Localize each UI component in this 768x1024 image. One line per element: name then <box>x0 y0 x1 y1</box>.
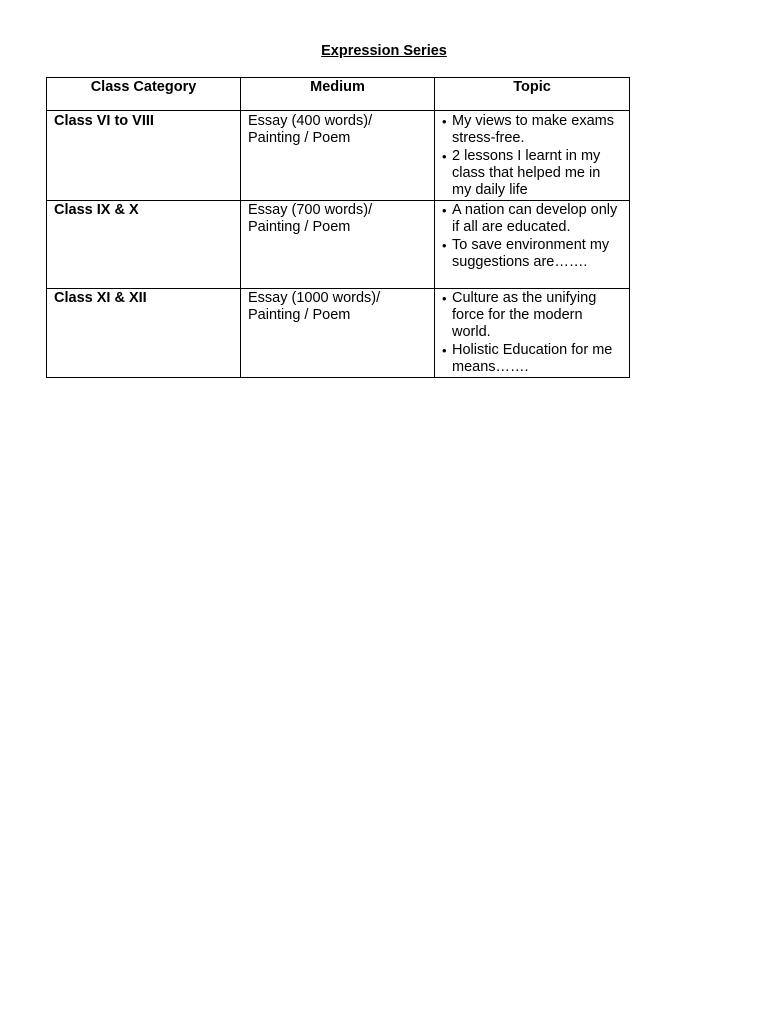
medium-cell <box>241 111 435 201</box>
topic-list <box>442 202 623 271</box>
table-row <box>47 289 630 378</box>
header-medium: Medium <box>241 78 435 111</box>
topic-text: Holistic Education for me means……. <box>452 342 613 375</box>
bullet-icon: • <box>442 149 447 164</box>
topic-item <box>442 342 623 376</box>
medium-line: Painting / Poem <box>248 219 351 235</box>
medium-line: Essay (700 words)/ <box>248 202 373 218</box>
topic-item <box>442 202 623 236</box>
bullet-icon: • <box>442 238 447 253</box>
topic-item <box>442 290 623 341</box>
medium-line: Essay (1000 words)/ <box>248 290 381 306</box>
page-title: Expression Series <box>321 43 447 59</box>
header-class-category: Class Category <box>47 78 241 111</box>
medium-line: Painting / Poem <box>248 130 351 146</box>
bullet-icon: • <box>442 291 447 306</box>
expression-series-table <box>46 77 630 378</box>
header-topic: Topic <box>435 78 630 111</box>
topic-list <box>442 113 623 199</box>
table-row <box>47 201 630 289</box>
medium-line: Painting / Poem <box>248 307 351 323</box>
medium-line: Essay (400 words)/ <box>248 113 373 129</box>
class-category-cell: Class XI & XII <box>47 289 241 378</box>
medium-cell <box>241 289 435 378</box>
topic-cell <box>435 201 630 289</box>
topic-text: 2 lessons I learnt in my class that helped me in my daily life <box>452 148 601 198</box>
topic-text: Culture as the unifying force for the modern world. <box>452 290 597 340</box>
table-row <box>47 111 630 201</box>
topic-list <box>442 290 623 376</box>
table-header-row <box>47 78 630 111</box>
topic-cell <box>435 289 630 378</box>
topic-text: To save environment my suggestions are……. <box>452 237 610 270</box>
topic-text: A nation can develop only if all are educated. <box>452 202 618 235</box>
medium-cell <box>241 201 435 289</box>
bullet-icon: • <box>442 114 447 129</box>
bullet-icon: • <box>442 203 447 218</box>
class-category-cell: Class VI to VIII <box>47 111 241 201</box>
topic-item <box>442 148 623 199</box>
topic-cell <box>435 111 630 201</box>
topic-item <box>442 237 623 271</box>
class-category-cell: Class IX & X <box>47 201 241 289</box>
bullet-icon: • <box>442 343 447 358</box>
topic-text: My views to make exams stress-free. <box>452 113 614 146</box>
topic-item <box>442 113 623 147</box>
